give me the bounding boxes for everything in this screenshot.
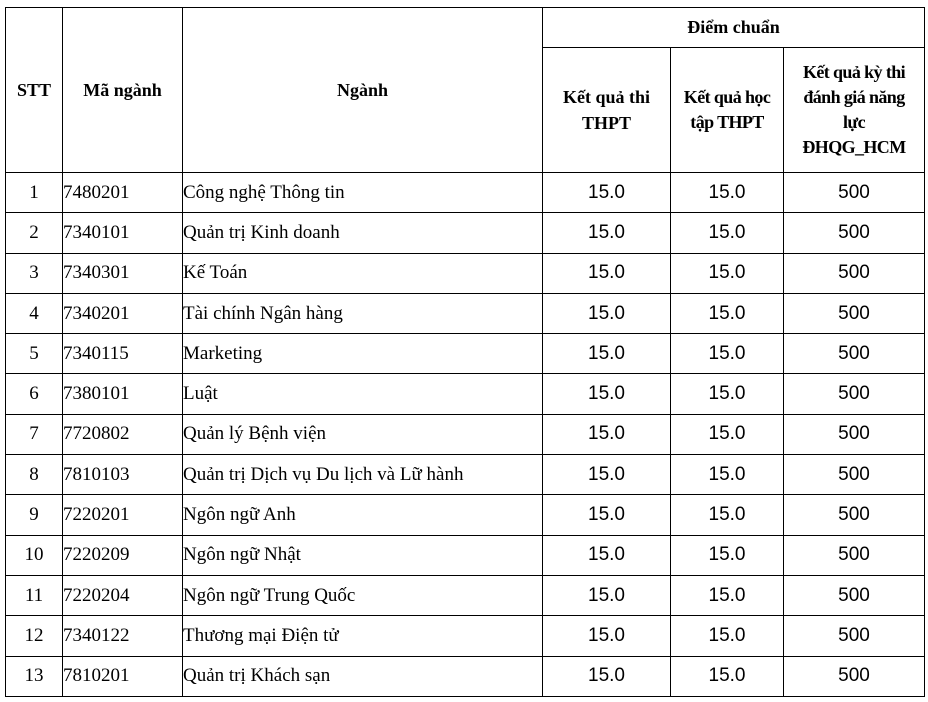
thpt-exam-header-line1: Kết quả thi: [562, 87, 650, 107]
major-cell: Quản lý Bệnh viện: [183, 414, 543, 454]
stt-cell: 13: [6, 656, 63, 696]
header-row-top: [6, 8, 925, 48]
stt-cell: 6: [6, 374, 63, 414]
stt-cell: 11: [6, 575, 63, 615]
dgnl-score-cell: 500: [784, 575, 925, 615]
stt-cell: 2: [6, 213, 63, 253]
major-cell: Quản trị Kinh doanh: [183, 213, 543, 253]
exam-score-cell: 15.0: [543, 334, 671, 374]
transcript-score-cell: 15.0: [671, 173, 784, 213]
major-cell: Kế Toán: [183, 253, 543, 293]
exam-score-cell: 15.0: [543, 293, 671, 333]
admission-score-table: [5, 7, 925, 697]
thpt-exam-header-line2: THPT: [581, 113, 631, 133]
stt-cell: 7: [6, 414, 63, 454]
code-cell: 7340201: [63, 293, 183, 333]
dgnl-score-cell: 500: [784, 535, 925, 575]
transcript-header-line1: Kết quả học: [683, 87, 771, 107]
table-row: [6, 535, 925, 575]
major-cell: Quản trị Dịch vụ Du lịch và Lữ hành: [183, 455, 543, 495]
exam-score-cell: 15.0: [543, 455, 671, 495]
transcript-score-cell: 15.0: [671, 334, 784, 374]
transcript-score-cell: 15.0: [671, 656, 784, 696]
benchmark-score-header: Điểm chuẩn: [543, 8, 925, 48]
dgnl-score-cell: 500: [784, 374, 925, 414]
table-row: [6, 293, 925, 333]
table-row: [6, 414, 925, 454]
exam-score-cell: 15.0: [543, 656, 671, 696]
code-cell: 7720802: [63, 414, 183, 454]
major-cell: Ngôn ngữ Anh: [183, 495, 543, 535]
dgnl-header-line3: lực: [843, 112, 865, 132]
transcript-score-cell: 15.0: [671, 374, 784, 414]
exam-score-cell: 15.0: [543, 173, 671, 213]
code-cell: 7380101: [63, 374, 183, 414]
code-cell: 7340101: [63, 213, 183, 253]
code-cell: 7480201: [63, 173, 183, 213]
dgnl-score-cell: 500: [784, 253, 925, 293]
table-row: [6, 455, 925, 495]
transcript-header-line2: tập THPT: [690, 112, 764, 132]
table-row: [6, 173, 925, 213]
stt-cell: 3: [6, 253, 63, 293]
stt-cell: 8: [6, 455, 63, 495]
major-cell: Quản trị Khách sạn: [183, 656, 543, 696]
table-row: [6, 575, 925, 615]
table-row: [6, 616, 925, 656]
code-cell: 7220204: [63, 575, 183, 615]
dgnl-score-cell: 500: [784, 213, 925, 253]
major-cell: Công nghệ Thông tin: [183, 173, 543, 213]
stt-cell: 4: [6, 293, 63, 333]
dgnl-header-line2: đánh giá năng: [803, 87, 905, 107]
major-cell: Ngôn ngữ Nhật: [183, 535, 543, 575]
exam-score-cell: 15.0: [543, 495, 671, 535]
stt-cell: 9: [6, 495, 63, 535]
code-cell: 7340115: [63, 334, 183, 374]
dgnl-score-cell: 500: [784, 293, 925, 333]
table-row: [6, 656, 925, 696]
dgnl-score-cell: 500: [784, 334, 925, 374]
transcript-score-cell: 15.0: [671, 253, 784, 293]
exam-score-cell: 15.0: [543, 374, 671, 414]
code-cell: 7810201: [63, 656, 183, 696]
exam-score-cell: 15.0: [543, 575, 671, 615]
transcript-score-cell: 15.0: [671, 575, 784, 615]
major-cell: Luật: [183, 374, 543, 414]
transcript-score-cell: 15.0: [671, 414, 784, 454]
dgnl-header-line4: ĐHQG_HCM: [802, 137, 906, 157]
table-row: [6, 374, 925, 414]
transcript-score-cell: 15.0: [671, 535, 784, 575]
stt-cell: 5: [6, 334, 63, 374]
transcript-header: [671, 48, 784, 173]
stt-cell: 10: [6, 535, 63, 575]
code-cell: 7810103: [63, 455, 183, 495]
dgnl-score-cell: 500: [784, 173, 925, 213]
stt-cell: 1: [6, 173, 63, 213]
table-row: [6, 213, 925, 253]
exam-score-cell: 15.0: [543, 414, 671, 454]
code-cell: 7220201: [63, 495, 183, 535]
thpt-exam-header: [543, 48, 671, 173]
table-row: [6, 253, 925, 293]
stt-cell: 12: [6, 616, 63, 656]
transcript-score-cell: 15.0: [671, 455, 784, 495]
exam-score-cell: 15.0: [543, 535, 671, 575]
transcript-score-cell: 15.0: [671, 293, 784, 333]
dgnl-score-cell: 500: [784, 616, 925, 656]
major-cell: Marketing: [183, 334, 543, 374]
transcript-score-cell: 15.0: [671, 213, 784, 253]
code-cell: 7340122: [63, 616, 183, 656]
table-row: [6, 334, 925, 374]
exam-score-cell: 15.0: [543, 213, 671, 253]
stt-header: STT: [6, 8, 63, 173]
dgnl-score-cell: 500: [784, 414, 925, 454]
exam-score-cell: 15.0: [543, 253, 671, 293]
dgnl-header-line1: Kết quả kỳ thi: [802, 62, 906, 82]
code-cell: 7340301: [63, 253, 183, 293]
transcript-score-cell: 15.0: [671, 495, 784, 535]
major-cell: Tài chính Ngân hàng: [183, 293, 543, 333]
code-header: Mã ngành: [63, 8, 183, 173]
code-cell: 7220209: [63, 535, 183, 575]
exam-score-cell: 15.0: [543, 616, 671, 656]
major-header: Ngành: [183, 8, 543, 173]
major-cell: Ngôn ngữ Trung Quốc: [183, 575, 543, 615]
transcript-score-cell: 15.0: [671, 616, 784, 656]
major-cell: Thương mại Điện tử: [183, 616, 543, 656]
dgnl-header: [784, 48, 925, 173]
dgnl-score-cell: 500: [784, 656, 925, 696]
dgnl-score-cell: 500: [784, 495, 925, 535]
table-row: [6, 495, 925, 535]
dgnl-score-cell: 500: [784, 455, 925, 495]
